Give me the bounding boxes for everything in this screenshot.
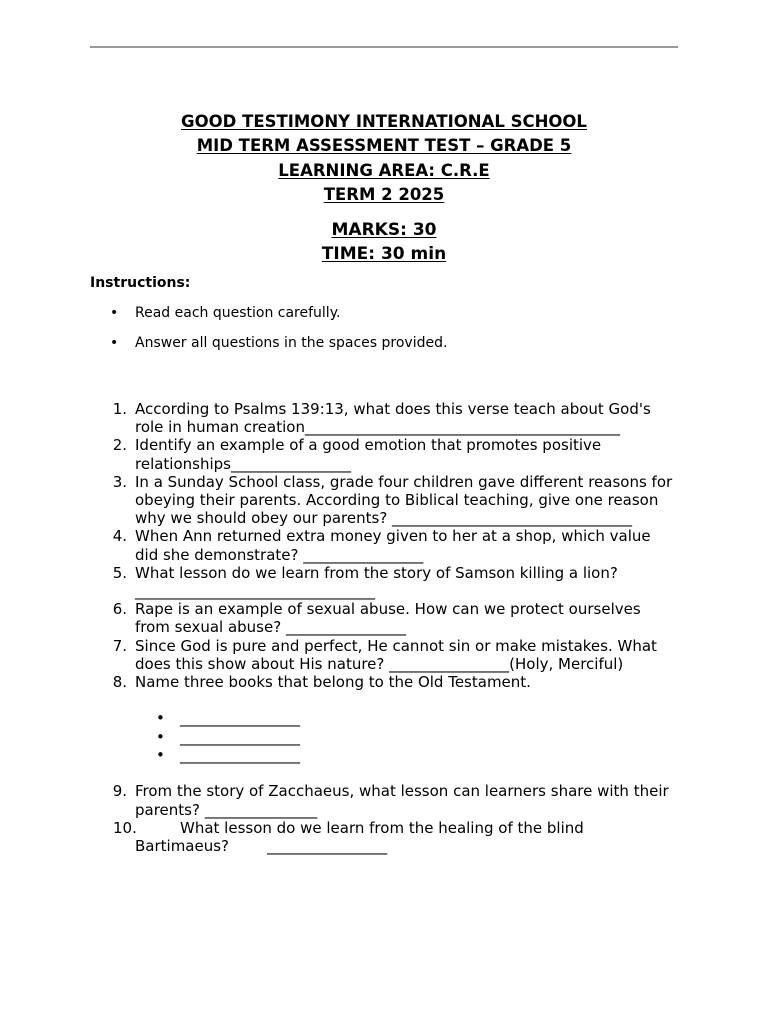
question-number: 9. <box>112 782 127 801</box>
question-text: does this show about His nature? ________________(Holy, Merciful) <box>135 654 624 673</box>
exam-title: MID TERM ASSESSMENT TEST – GRADE 5 <box>196 136 572 156</box>
instruction-item: • Read each question carefully. <box>110 305 341 321</box>
question-text: From the story of Zacchaeus, what lesson can learners share with their <box>135 782 669 801</box>
question-7 <box>90 637 690 673</box>
question-4 <box>90 527 690 563</box>
question-text: Name three books that belong to the Old Testament. <box>135 673 531 692</box>
question-text: obeying their parents. According to Biblical teaching, give one reason <box>135 491 659 510</box>
question-text: Since God is pure and perfect, He cannot sin or make mistakes. What <box>135 636 657 655</box>
instructions-list <box>90 304 447 364</box>
time-allowed: TIME: 30 min <box>321 243 447 264</box>
question-number: 8. <box>112 673 127 692</box>
learning-area: LEARNING AREA: C.R.E <box>278 160 490 180</box>
question-number: 7. <box>112 636 127 655</box>
question-text: from sexual abuse? ________________ <box>135 618 406 637</box>
school-name: GOOD TESTIMONY INTERNATIONAL SCHOOL <box>181 112 587 131</box>
question-text: Bartimaeus? ________________ <box>135 837 388 856</box>
question-text: Identify an example of a good emotion that promotes positive <box>135 436 602 455</box>
question-text: In a Sunday School class, grade four children gave different reasons for <box>135 472 673 491</box>
question-text: why we should obey our parents? ________________________________ <box>135 509 633 528</box>
question-text: What lesson do we learn from the healing of the blind <box>180 818 584 837</box>
question-text: did she demonstrate? ________________ <box>135 545 424 564</box>
question-number: 1. <box>112 400 127 418</box>
instructions-title: Instructions: <box>90 275 191 291</box>
question-text: What lesson do we learn from the story of Samson killing a lion? <box>135 563 618 582</box>
instruction-item: • Answer all questions in the spaces provided. <box>110 335 448 351</box>
question-1 <box>90 400 690 436</box>
question-9 <box>90 782 690 818</box>
question-text: When Ann returned extra money given to her at a shop, which value <box>135 527 651 546</box>
bullet-icon: • <box>110 335 119 351</box>
bullet-icon: • <box>110 305 119 321</box>
bullet-icon: • <box>156 746 165 765</box>
top-rule <box>90 46 678 48</box>
question-10 <box>90 819 690 855</box>
question-number: 4. <box>112 527 127 546</box>
questions-list <box>90 400 690 855</box>
q8-answer-blanks <box>90 709 690 764</box>
question-3 <box>90 473 690 528</box>
question-number: 2. <box>112 436 127 455</box>
question-5 <box>90 564 690 600</box>
marks: MARKS: 30 <box>331 219 437 240</box>
answer-blank: • ________________ <box>156 746 300 765</box>
question-number: 10. <box>113 818 137 837</box>
answer-blank: • ________________ <box>156 727 300 746</box>
question-text: ________________________________ <box>135 582 375 601</box>
bullet-icon: • <box>156 709 165 728</box>
bullet-icon: • <box>156 727 165 746</box>
question-text: relationships________________ <box>135 454 351 473</box>
question-2 <box>90 436 690 472</box>
question-text: Rape is an example of sexual abuse. How can we protect ourselves <box>135 600 641 619</box>
question-6 <box>90 600 690 636</box>
answer-blank: • ________________ <box>156 709 300 728</box>
question-text: According to Psalms 139:13, what does this verse teach about God's <box>135 400 651 418</box>
question-number: 3. <box>112 472 127 491</box>
question-number: 6. <box>112 600 127 619</box>
question-text: role in human creation__________________________________________ <box>135 418 620 437</box>
question-text: parents? _______________ <box>135 800 318 819</box>
question-8 <box>90 673 690 691</box>
term: TERM 2 2025 <box>323 185 445 205</box>
exam-heading <box>0 110 768 266</box>
question-number: 5. <box>112 563 127 582</box>
